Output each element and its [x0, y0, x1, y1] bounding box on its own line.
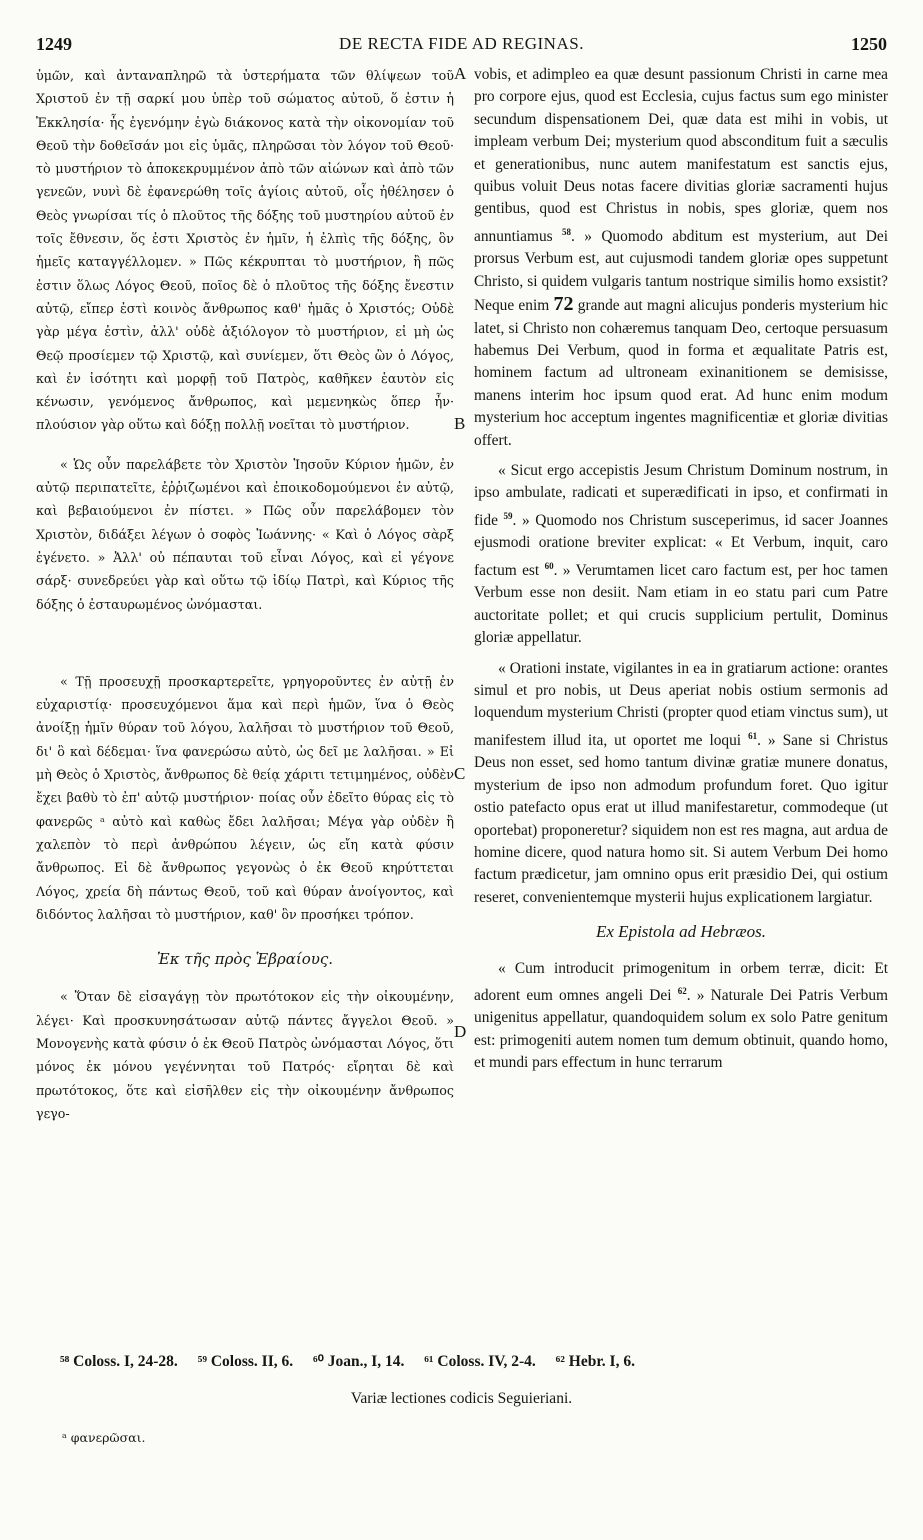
footnote-ref: 60 [544, 560, 554, 571]
text-run: grande aut magni alicujus ponderis mysterium hic latet, si Christo non cohæremus tanquam Deo, certoque persuasum habemus Dei Verbum, quod in forma et æqualitate Patris est, hominem factum ad ultroneam exinanitionem se demisisse, manens interim hoc ipsum quod erat. Ad hunc enim modum mysterium hoc acceptum ingentes magnificentiæ et gloriæ divitias offert. [474, 297, 888, 449]
footnote-ref: 62 [677, 985, 687, 996]
greek-paragraph-4: « Ὅταν δὲ εἰσαγάγῃ τὸν πρωτότοκον εἰς τὴν οἰκουμένην, λέγει· Καὶ προσκυνησάτωσαν αὐτῷ πάντες ἄγγελοι Θεοῦ. » Μονογενὴς κατὰ φύσιν ὁ ἐκ Θεοῦ Πατρὸς ὠνόμασται Λόγος, ὅτι μόνος ἐκ μόνου γεγέννηται τοῦ Πατρός· εἴρηται δὲ καὶ πρωτότοκος, ὅτε καὶ εἰσῆλθεν εἰς τὴν οἰκουμένην ἄνθρωπος γεγο- [36, 989, 454, 1121]
margin-letter-b: B [454, 414, 466, 433]
footnote-58: ⁵⁸ Coloss. I, 24-28. [60, 1353, 178, 1370]
greek-paragraph-1: ὑμῶν, καὶ ἀνταναπληρῶ τὰ ὑστερήματα τῶν θλίψεων τοῦ Χριστοῦ ἐν τῇ σαρκί μου ὑπὲρ τοῦ σώματος αὐτοῦ, ὅ ἐστιν ἡ Ἐκκλησία· ἧς ἐγενόμην ἐγὼ διάκονος κατὰ τὴν οἰκονομίαν τοῦ Θεοῦ τὴν δοθεῖσάν μοι εἰς ὑμᾶς, πληρῶσαι τὸν λόγον τοῦ Θεοῦ· τὸ μυστήριον τὸ ἀποκεκρυμμένον ἀπὸ τῶν αἰώνων καὶ ἀπὸ τῶν γενεῶν, νυνὶ δὲ ἐφανερώθη τοῖς ἁγίοις αὐτοῦ, οἷς ἠθέλησεν ὁ Θεὸς γνωρίσαι τίς ὁ πλοῦτος τῆς δόξης τοῦ μυστηρίου αὐτοῦ ἐν τοῖς ἔθνεσιν, ὅς ἐστι Χριστὸς ἐν ἡμῖν, ἡ ἐλπὶς τῆς δόξης, ὃν ἡμεῖς καταγγέλλομεν. » Πῶς κέκρυπται τὸ μυστήριον, ἢ πῶς ἐστιν ὅλως Λόγος Θεοῦ, ποῖος δὲ ὁ πλοῦτος τῆς δόξης ἔνεστιν αὐτῷ, εἴπερ ἐστὶ κοινὸς ἄνθρωπος καθ' ἡμᾶς ὁ Χριστός; Οὐδὲ γὰρ μέγα ἐστὶν, ἀλλ' οὐδὲ ἀξιόλογον τὸ μυστήριον, εἰ μὴ ὡς Θεῷ προσίεμεν τῷ Χριστῷ, καὶ συνίεμεν, ὅτι Θεὸς ὢν ὁ Λόγος, καὶ ἐν ἰσότητι καὶ μορφῇ τοῦ Πατρὸς, καθῆκεν ἑαυτὸν εἰς κένωσιν, γενόμενος ἄνθρωπος, καὶ μεμενηκὼς ὅπερ ἦν· πλούσιον γὰρ οὕτω καὶ δόξῃ πολλῇ νοεῖται τὸ μυστήριον. [36, 68, 454, 433]
footnote-61: ⁶¹ Coloss. IV, 2-4. [424, 1353, 536, 1370]
variant-reading-note: ᵃ φανερῶσαι. [62, 1430, 146, 1445]
footnote-ref: 58 [562, 226, 572, 237]
margin-letter-a: A [454, 64, 467, 83]
page-number-right: 1250 [851, 34, 887, 54]
footnote-59: ⁵⁹ Coloss. II, 6. [197, 1353, 294, 1370]
latin-paragraph-4 [474, 958, 888, 1075]
footnote-ref: 59 [503, 510, 513, 521]
text-run: vobis, et adimpleo ea quæ desunt passionum Christi in carne mea pro corpore ejus, quod est Ecclesia, cujus factus sum ego minister secundum dispensationem Dei, quæ data est mihi in vobis, ut impleam verbum Dei; mysterium quod absconditum fuit a sæculis et generationibus, nunc autem manifestatum est sanctis ejus, quibus voluit Deus notas facere divitias gloriæ sacramenti hujus gentibus, quod est Christus in nobis, spes gloriæ, quem nos annuntiamus [474, 66, 888, 245]
page-header [36, 34, 887, 58]
greek-paragraph-2: « Ὡς οὖν παρελάβετε τὸν Χριστὸν Ἰησοῦν Κύριον ἡμῶν, ἐν αὐτῷ περιπατεῖτε, ἐῤῥιζωμένοι καὶ ἐποικοδομούμενοι ἐν αὐτῷ, καὶ βεβαιούμενοι ἐν πίστει. » Πῶς οὖν παρελάβομεν τὸν Χριστὸν, διδάξει λέγων ὁ σοφὸς Ἰωάννης· « Καὶ ὁ Λόγος σὰρξ ἐγένετο. » Ἀλλ' οὐ πέπαυται τοῦ εἶναι Λόγος, καὶ εἰ γέγονε σάρξ· συνεδρεύει γὰρ καὶ οὕτω τῷ ἰδίῳ Πατρὶ, καὶ Κύριος τῆς δόξης ὁ ἐσταυρωμένος ὠνόμασται. [36, 456, 454, 612]
text-run: . » Naturale Dei Patris Verbum unigenitus appellatur, quandoquidem solum ex solo Patre genitum est: primogeniti autem nomen tum demum obtinuit, quando homo, et mundi pars effectum in hunc terrarum [474, 987, 888, 1072]
margin-letter-c: C [454, 764, 466, 783]
latin-paragraph-2 [474, 460, 888, 650]
latin-paragraph-1 [474, 64, 888, 452]
text-run: . » Quomodo abditum est mysterium, aut Dei prorsus Verbum est, aut cujusmodi tandem gloriæ opes suppetunt Christo, si quidem vulgaris tantum nostrique similis homo exsistit? Neque enim [474, 227, 888, 315]
greek-column [36, 64, 454, 1125]
text-run: . » Sane si Christus Deus non esset, sed homo tantum divinæ gratiæ munere donatus, mysterium de ipso non admodum profundum foret. Quo igitur ostio patefacto opus erat ut illud manifestaretur, commodeque (ut oportebat) proponeretur? siquidem non est res magna, aut ardua de homine dicere, quod natura homo sit. Si autem Verbum Dei homo factum prædicetur, jam omnino opus erit præsidio Dei, qui ostium reseret, convenientemque mysterii hujus explicationem largiatur. [474, 731, 889, 906]
footnote-60: ⁶⁰ Joan., I, 14. [312, 1353, 405, 1370]
text-run: . » Verumtamen licet caro factum est, per hoc tamen Verbum esse non desiit. Nam etiam in eo statu pari cum Patre auctoritate pollet; et qui crucis supplicium pertulit, Dominus gloriæ appellatur. [474, 561, 888, 647]
latin-section-heading: Ex Epistola ad Hebræos. [596, 922, 766, 942]
margin-letter-d: D [454, 1022, 467, 1041]
text-run: « Sicut ergo accepistis Jesum Christum Dominum nostrum, in ipso ambulate, radicati et superædificati in ipso, et confirmati in fide [474, 462, 888, 529]
greek-paragraph-3: « Τῇ προσευχῇ προσκαρτερεῖτε, γρηγοροῦντες ἐν αὐτῇ ἐν εὐχαριστίᾳ· προσευχόμενοι ἅμα καὶ περὶ ἡμῶν, ἵνα ὁ Θεὸς ἀνοίξῃ ἡμῖν θύραν τοῦ λόγου, λαλῆσαι τὸ μυστήριον τοῦ Θεοῦ, δι' ὃ καὶ δέδεμαι· ἵνα φανερώσω αὐτὸ, ὡς δεῖ με λαλῆσαι. » Εἰ μὴ Θεὸς ὁ Χριστὸς, ἄνθρωπος δὲ θείᾳ χάριτι τετιμημένος, οὐδὲν ἔχει βαθὺ τὸ ἐπ' αὐτῷ μυστήριον· ποίας οὖν ἐδεῖτο θύρας εἰς τὸ φανερῶς ᵃ αὐτὸ καὶ καθὼς ἔδει λαλῆσαι; Μέγα γὰρ οὐδὲν ἢ χαλεπὸν τὸ περὶ ἀνθρώπου λέγειν, ὡς εἴη κατὰ φύσιν ἄνθρωπος. Εἰ δὲ ἄνθρωπος γεγονὼς ὁ ἐκ Θεοῦ κηρύττεται Λόγος, χρεία δὴ πάντως Θεοῦ, τοῦ καὶ θύραν ἀνοίγοντος, καὶ διδόντος λαλῆσαι τὸ μυστήριον, καθ' ὃν προσήκει τρόπον. [36, 673, 454, 922]
footnote-62: ⁶² Hebr. I, 6. [555, 1353, 635, 1370]
latin-column [474, 64, 888, 1075]
text-run: « Cum introducit primogenitum in orbem terræ, dicit: Et adorent eum omnes angeli Dei [474, 959, 888, 1005]
variant-readings-title: Variæ lectiones codicis Seguieriani. [350, 1390, 573, 1407]
footnote-ref: 61 [748, 730, 758, 741]
latin-paragraph-3 [474, 658, 888, 910]
footnotes [60, 1352, 890, 1371]
column-number: 72 [553, 293, 574, 316]
text-run: « Orationi instate, vigilantes in ea in gratiarum actione: orantes simul et pro nobis, ut Deus aperiat nobis ostium sermonis ad loquendum mysterium Christi (propter quod etiam vinctus sum), ut manifestem illud ita, ut oportet me loqui [474, 659, 888, 749]
page-number-left: 1249 [36, 34, 72, 54]
text-run: . » Quomodo nos Christum susceperimus, id sacer Joannes ejusmodi oratione breviter explicat: « Et Verbum, inquit, caro factum est [474, 511, 888, 579]
running-title: DE RECTA FIDE AD REGINAS. [339, 34, 584, 53]
greek-section-heading: Ἐκ τῆς πρὸς Ἑβραίους. [156, 950, 334, 969]
